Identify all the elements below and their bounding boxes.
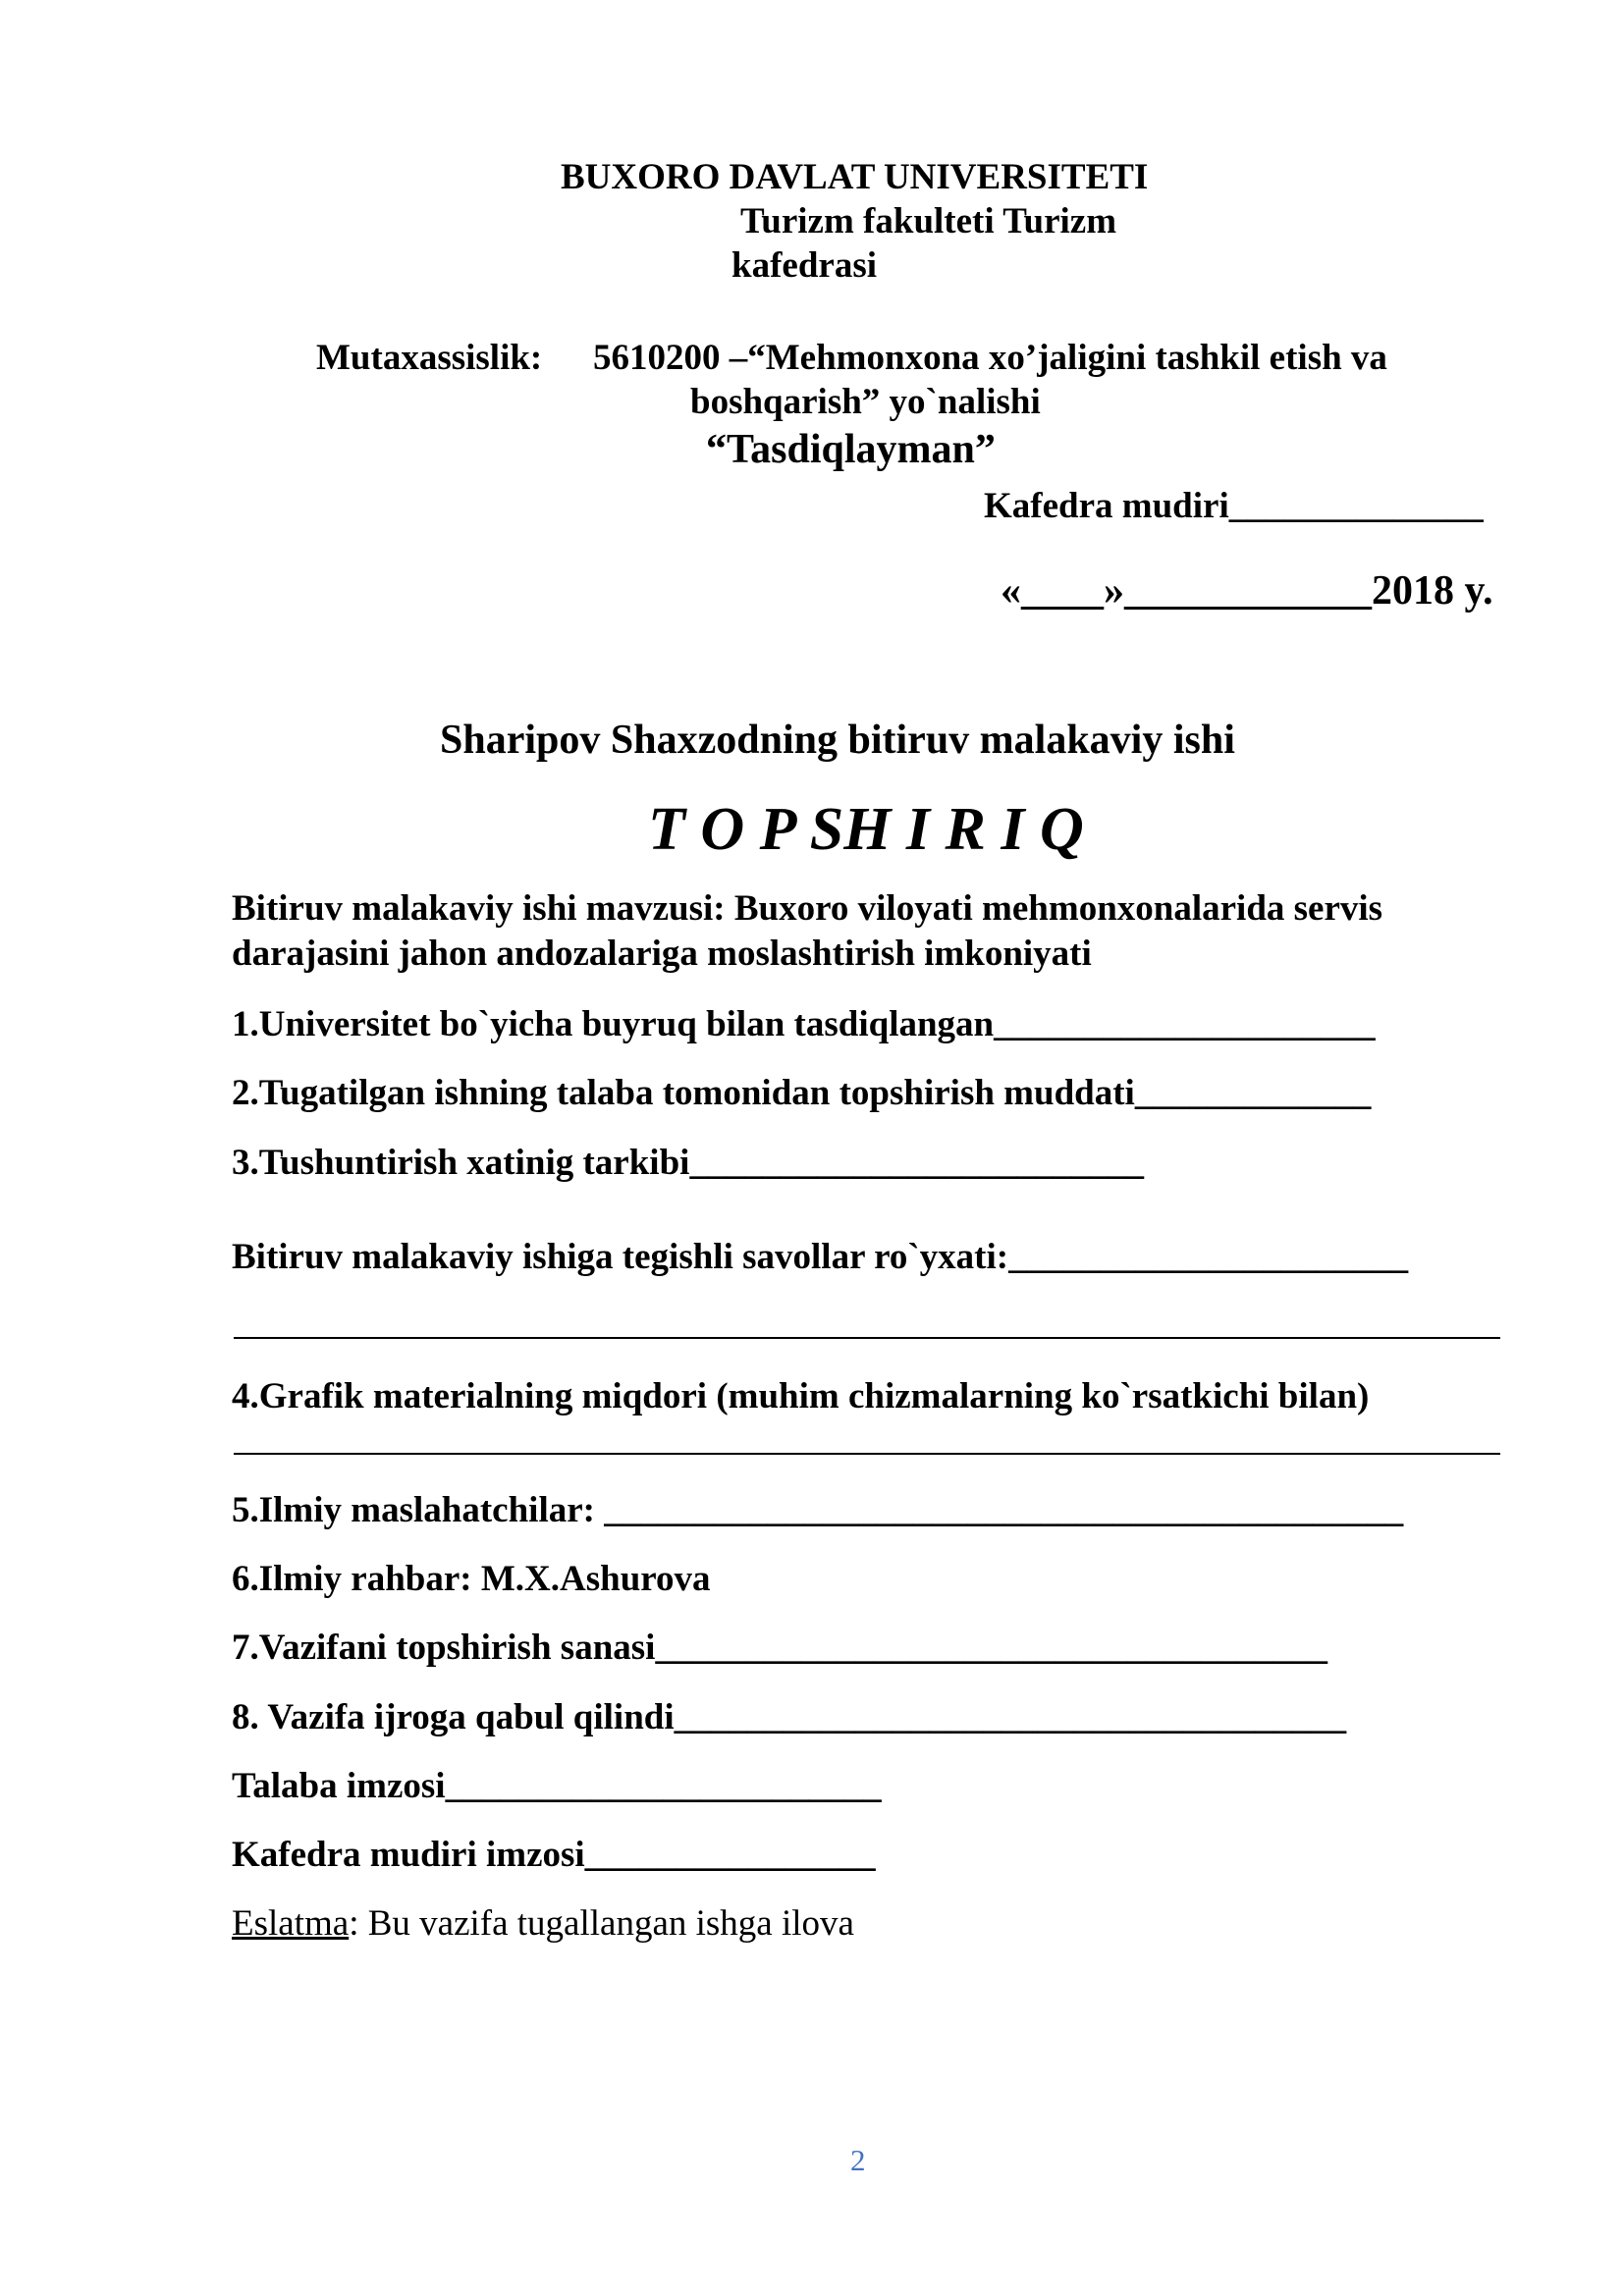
- item-4: 4.Grafik materialning miqdori (muhim chizmalarning ko`rsatkichi bilan): [232, 1376, 1370, 1416]
- item-2: 2.Tugatilgan ishning talaba tomonidan topshirish muddati_____________: [232, 1073, 1372, 1113]
- faculty-line-2: kafedrasi: [731, 245, 877, 286]
- university-name: BUXORO DAVLAT UNIVERSITETI: [561, 157, 1149, 197]
- questions-blank-rule: [234, 1337, 1500, 1339]
- specialty-label: Mutaxassislik:: [316, 338, 543, 378]
- head-of-department-line: Kafedra mudiri______________: [984, 486, 1484, 526]
- page-number: 2: [850, 2143, 866, 2177]
- topic-line-1: Bitiruv malakaviy ishi mavzusi: Buxoro viloyati mehmonxonalarida servis: [232, 888, 1383, 929]
- note: [232, 1901, 854, 1947]
- document-title: T O P SH I R I Q: [648, 796, 1084, 863]
- approval-date-line: «____»____________2018 y.: [1001, 568, 1493, 614]
- faculty-line-1: Turizm fakulteti Turizm: [740, 201, 1117, 241]
- item-7: 7.Vazifani topshirish sanasi_____________________________________: [232, 1628, 1327, 1668]
- note-label: Eslatma: [232, 1903, 350, 1944]
- student-title: Sharipov Shaxzodning bitiruv malakaviy ishi: [440, 718, 1235, 763]
- questions-list-line: Bitiruv malakaviy ishiga tegishli savollar ro`yxati:______________________: [232, 1237, 1409, 1277]
- topic-line-2: darajasini jahon andozalariga moslashtirish imkoniyati: [232, 934, 1092, 974]
- item-8: 8. Vazifa ijroga qabul qilindi_____________________________________: [232, 1697, 1347, 1737]
- item-3: 3.Tushuntirish xatinig tarkibi_________________________: [232, 1143, 1144, 1183]
- head-signature-line: Kafedra mudiri imzosi________________: [232, 1835, 876, 1875]
- student-signature-line: Talaba imzosi________________________: [232, 1766, 882, 1806]
- note-text: : Bu vazifa tugallangan ishga ilova: [349, 1903, 854, 1944]
- approval-title: “Tasdiqlayman”: [706, 427, 996, 472]
- specialty-value-line-2: boshqarish” yo`nalishi: [690, 382, 1041, 422]
- item-4-blank-rule: [234, 1453, 1500, 1455]
- item-6: 6.Ilmiy rahbar: M.X.Ashurova: [232, 1559, 711, 1599]
- specialty-value-line-1: 5610200 –“Mehmonxona xo’jaligini tashkil etish va: [593, 338, 1387, 378]
- item-5: 5.Ilmiy maslahatchilar: ____________________________________________: [232, 1490, 1404, 1530]
- item-1: 1.Universitet bo`yicha buyruq bilan tasdiqlangan_____________________: [232, 1004, 1376, 1044]
